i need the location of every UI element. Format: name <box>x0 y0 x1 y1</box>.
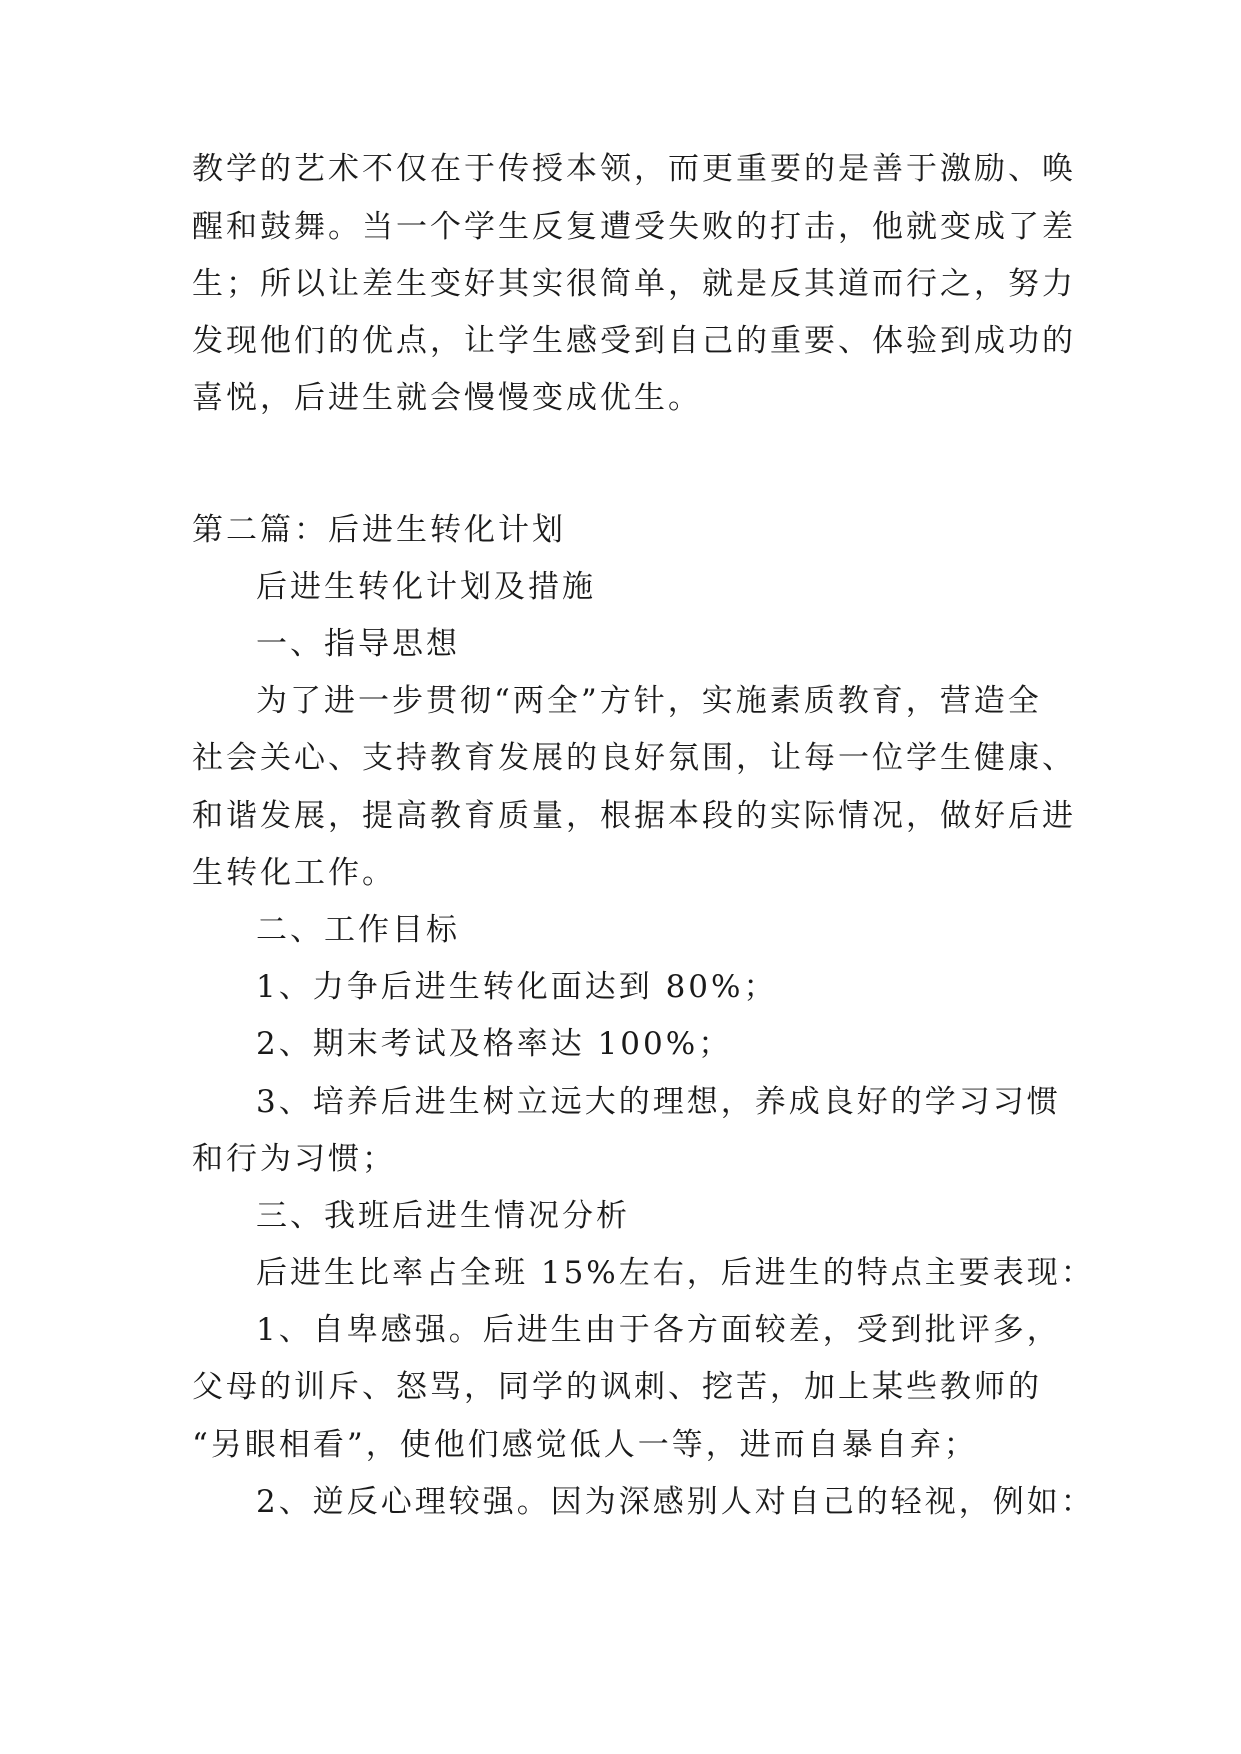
section-subtitle: 后进生转化计划及措施 <box>256 569 596 605</box>
heading-work-goals: 二、工作目标 <box>256 912 460 948</box>
paragraph-line: 发现他们的优点，让学生感受到自己的重要、体验到成功的 <box>192 323 1076 359</box>
paragraph-line: 醒和鼓舞。当一个学生反复遭受失败的打击，他就变成了差 <box>192 209 1076 245</box>
analysis-point-continued: 父母的训斥、怒骂，同学的讽刺、挖苦，加上某些教师的 <box>192 1369 1042 1405</box>
analysis-point: 2、逆反心理较强。因为深感别人对自己的轻视，例如： <box>256 1484 1095 1520</box>
section-title: 第二篇：后进生转化计划 <box>192 512 566 548</box>
paragraph-line: 生；所以让差生变好其实很简单，就是反其道而行之，努力 <box>192 266 1076 302</box>
analysis-point: 1、自卑感强。后进生由于各方面较差，受到批评多， <box>256 1312 1061 1348</box>
analysis-intro: 后进生比率占全班 15%左右，后进生的特点主要表现： <box>256 1255 1095 1291</box>
paragraph-line: 生转化工作。 <box>192 855 396 891</box>
goal-item: 3、培养后进生树立远大的理想，养成良好的学习习惯 <box>256 1084 1061 1120</box>
heading-class-analysis: 三、我班后进生情况分析 <box>256 1198 630 1234</box>
analysis-point-continued: “另眼相看”，使他们感觉低人一等，进而自暴自弃； <box>192 1427 978 1463</box>
paragraph-line: 教学的艺术不仅在于传授本领，而更重要的是善于激励、唤 <box>192 151 1076 187</box>
heading-guiding-ideology: 一、指导思想 <box>256 626 460 662</box>
paragraph-line: 社会关心、支持教育发展的良好氛围，让每一位学生健康、 <box>192 740 1076 776</box>
goal-item: 1、力争后进生转化面达到 80%； <box>256 969 778 1005</box>
goal-item: 2、期末考试及格率达 100%； <box>256 1026 733 1062</box>
paragraph-line: 和谐发展，提高教育质量，根据本段的实际情况，做好后进 <box>192 798 1076 834</box>
paragraph-line: 喜悦，后进生就会慢慢变成优生。 <box>192 380 702 416</box>
goal-item-continued: 和行为习惯； <box>192 1141 396 1177</box>
paragraph-line: 为了进一步贯彻“两全”方针，实施素质教育，营造全 <box>256 683 1042 719</box>
